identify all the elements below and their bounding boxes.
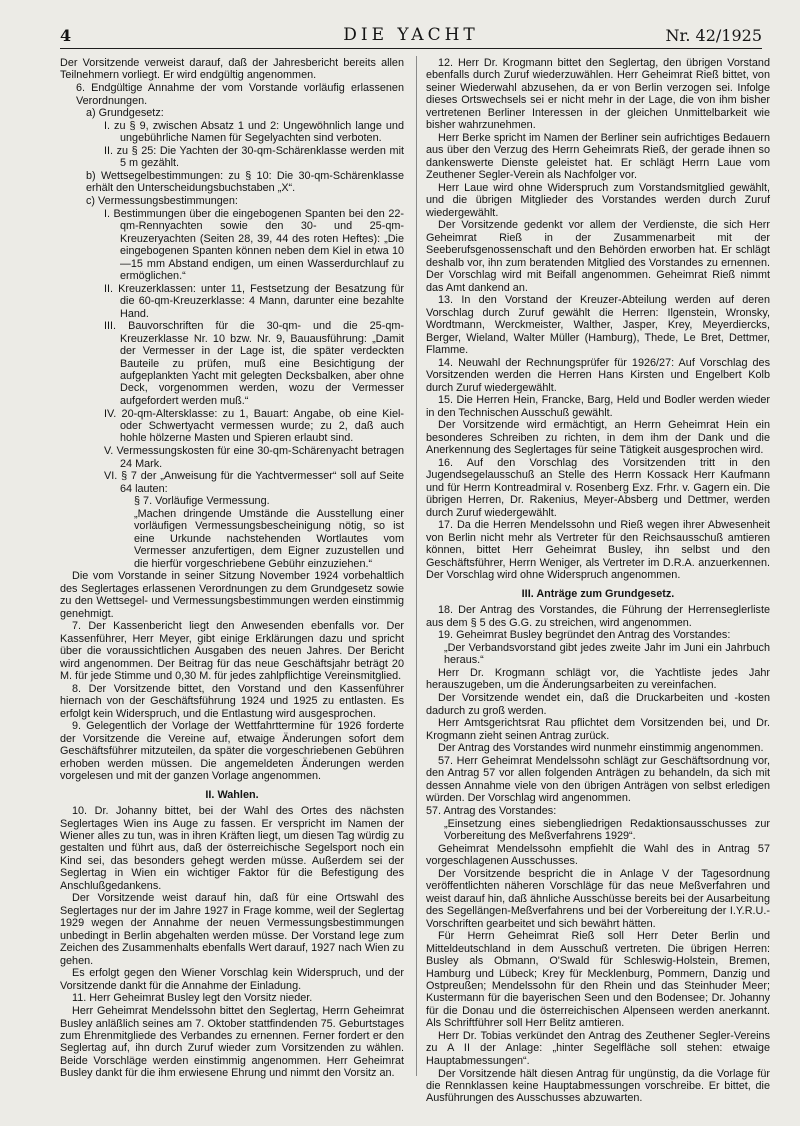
paragraph: Der Vorsitzende gedenkt vor allem der Verdienste, die sich Herr Geheimrat Rieß in der Zusammenarbeit mit der Seeberufsgenossenschaft und den Behörden erworben hat. Er schlägt deshalb vor, ihn zum beratenden Mitglied des Vorstandes zu ernennen. Der Vorschlag wird mit Beifall angenommen. Geheimrat Rieß nimmt das Amt dankend an.: [426, 219, 770, 294]
paragraph: 8. Der Vorsitzende bittet, den Vorstand und den Kassenführer hiernach von der Geschäftsführung 1924 und 1925 zu entlasten. Es erfolgt kein Widerspruch, und die Entlastung wird ausgesprochen.: [60, 682, 404, 720]
page-number: 4: [60, 26, 72, 45]
header-rule: [60, 48, 762, 49]
paragraph: Der Vorsitzende weist darauf hin, daß für eine Ortswahl des Seglertages nur der im Jahre 1927 in Frage komme, weil der Seglertag 1929 wegen der Annahme der neuen Vermessungsbestimmungen unbedingt in Berlin abgehalten werden müsse. Der Vorstand lege zum Zeichen des Zusammenhalts ebenfalls Wert darauf, 1927 nach Wien zu gehen.: [60, 892, 404, 967]
paragraph: 11. Herr Geheimrat Busley legt den Vorsitz nieder.: [72, 992, 313, 1005]
paragraph: 6. Endgültige Annahme der vom Vorstande vorläufig erlassenen Verordnungen.: [76, 82, 404, 107]
paragraph: Geheimrat Mendelssohn empfiehlt die Wahl des in Antrag 57 vorgeschlagenen Ausschusses.: [426, 842, 770, 868]
issue-number: Nr. 42/1925: [665, 26, 762, 45]
paragraph: Herr Amtsgerichtsrat Rau pflichtet dem Vorsitzenden bei, und Dr. Krogmann zieht seinen Antrag zurück.: [426, 717, 770, 742]
paragraph: VI. § 7 der „Anweisung für die Yachtvermesser“ soll auf Seite 64 lauten:: [104, 470, 404, 495]
paragraph: Herr Dr. Krogmann schlägt vor, die Yachtliste jedes Jahr herauszugeben, um die Änderungsarbeiten zu vereinfachen.: [426, 667, 770, 692]
paragraph: 10. Dr. Johanny bittet, bei der Wahl des Ortes des nächsten Seglertages Wien ins Auge zu fassen. Er verspricht im Namen der Wiener alles zu tun, was in ihren Kräften liegt, um diesen Tag würdig zu gestalten und führt aus, daß der österreichische Segelsport noch ein Kind sei, das besonders gehegt werden müsse. Außerdem sei der Seglertag in Wien ein wichtiger Faktor für die Befestigung des Anschlußgedankens.: [60, 805, 404, 892]
paragraph: Der Vorsitzende wird ermächtigt, an Herrn Geheimrat Hein ein besonderes Schreiben zu richten, in dem ihm der Dank und die Anerkennung des Seglertages für seine Tätigkeit ausgesprochen wird.: [426, 419, 770, 457]
paragraph: c) Vermessungsbestimmungen:: [86, 195, 238, 208]
paragraph: Der Vorsitzende bespricht die in Anlage V der Tagesordnung veröffentlichten näheren Vorschläge für das neue Meßverfahren und weist darauf hin, daß ähnliche Ausschüsse bereits bei der Ausarbeitung des Segellängen-Meßverfahrens und bei der Vorbereitung der I.Y.R.U.-Vorschriften gearbeitet und sich bewährt hätten.: [426, 867, 770, 930]
paragraph: Herr Geheimrat Mendelssohn bittet den Seglertag, Herrn Geheimrat Busley anläßlich seines am 7. Oktober stattfindenden 75. Geburtstages zum Ehrenmitgliede des Verbandes zu ernennen. Ferner fordert er den Seglertag auf, ihn durch Zuruf wieder zum Vorsitzenden zu wählen. Beide Vorschläge werden einstimmig angenommen. Herr Geheimrat Busley dankt für die ihm erwiesene Ehrung und nimmt den Vorsitz an.: [60, 1005, 404, 1080]
column-divider: [416, 56, 417, 1076]
paragraph: IV. 20-qm-Altersklasse: zu 1, Bauart: Angabe, ob eine Kiel- oder Schwertyacht vermessen wurde; zu 2, daß auch hohle hölzerne Masten und Spieren erlaubt sind.: [104, 407, 404, 445]
paragraph: Herr Dr. Tobias verkündet den Antrag des Zeuthener Segler-Vereins zu A II der Anlage: „hinter Segelfläche soll stehen: etwaige Hauptabmessungen“.: [426, 1030, 770, 1067]
paragraph: 57. Herr Geheimrat Mendelssohn schlägt zur Geschäftsordnung vor, den Antrag 57 vor allen folgenden Anträgen zu behandeln, da sich mit dessen Annahme viele von den übrigen Anträgen von selbst erledigen würden. Der Vorschlag wird angenommen.: [426, 754, 770, 805]
paragraph: 18. Der Antrag des Vorstandes, die Führung der Herrenseglerliste aus dem § 5 des G.G. zu streichen, wird angenommen.: [426, 604, 770, 629]
paragraph: Herr Laue wird ohne Widerspruch zum Vorstandsmitglied gewählt, und die übrigen Mitglieder des Vorstandes werden durch Zuruf wiedergewählt.: [426, 181, 770, 219]
page-header: [60, 24, 762, 46]
paragraph: § 7. Vorläufige Vermessung.: [134, 495, 270, 508]
paragraph: I. zu § 9, zwischen Absatz 1 und 2: Ungewöhnlich lange und ungebührliche Namen für Segelyachten sind verboten.: [104, 119, 404, 145]
left-column: [60, 57, 404, 1087]
paragraph: Der Antrag des Vorstandes wird nunmehr einstimmig angenommen.: [438, 742, 764, 755]
paragraph: V. Vermessungskosten für eine 30-qm-Schärenyacht betragen 24 Mark.: [104, 445, 404, 470]
paragraph: 19. Geheimrat Busley begründet den Antrag des Vorstandes:: [438, 629, 731, 642]
paragraph: Die vom Vorstande in seiner Sitzung November 1924 vorbehaltlich des Seglertages erlassenen Verordnungen zu dem Grundgesetz sowie zu den Wettsegel- und Vermessungsbestimmungen werden einstimmig genehmigt.: [60, 570, 404, 620]
paragraph: II. Kreuzerklassen: unter 11, Festsetzung der Besatzung für die 60-qm-Kreuzerklasse: 4 Mann, darunter eine bezahlte Hand.: [104, 282, 404, 320]
paragraph: Der Vorsitzende hält diesen Antrag für ungünstig, da die Vorlage für die Rennklassen keine Hauptabmessungen vorschreibe. Er bittet, die Ausführungen des Ausschusses abzuwarten.: [426, 1067, 770, 1105]
paragraph: Der Vorsitzende verweist darauf, daß der Jahresbericht bereits allen Teilnehmern vorliegt. Er wird endgültig angenommen.: [60, 57, 404, 82]
paragraph: 15. Die Herren Hein, Francke, Barg, Held und Bodler werden wieder in den Technischen Ausschuß gewählt.: [426, 394, 770, 419]
paragraph: 13. In den Vorstand der Kreuzer-Abteilung werden auf deren Vorschlag durch Zuruf gewählt die Herren: Ilgenstein, Wronsky, Wordtmann, Werckmeister, Walther, Jasper, Krey, Meyerdiercks, Berger, Wieland, Walter Müller (Hamburg), Thede, Le Bret, Dettmer, Flamme.: [426, 294, 770, 357]
right-column: [426, 57, 770, 1105]
paragraph: Herr Berke spricht im Namen der Berliner sein aufrichtiges Bedauern aus über den Verzug des Herrn Geheimrats Rieß, der gerade ihnen so dankenswerte Dienste geleistet hat. Er schlägt Herrn Laue vom Zeuthener Segler-Verein als Nachfolger vor.: [426, 131, 770, 182]
paragraph: I. Bestimmungen über die eingebogenen Spanten bei den 22-qm-Rennyachten sowie den 30- und 25-qm-Kreuzeryachten (Seiten 28, 39, 44 des roten Heftes): „Die eingebogenen Spanten können neben dem Kiel in etwa 10—15 mm Abstand endigen, um einen Wasserdurchlauf zu ermöglichen.“: [104, 207, 404, 283]
paragraph: a) Grundgesetz:: [86, 107, 164, 120]
paragraph: II. zu § 25: Die Yachten der 30-qm-Schärenklasse werden mit 5 m gezählt.: [104, 144, 404, 170]
paragraph: 57. Antrag des Vorstandes:: [426, 804, 557, 817]
paragraph: Für Herrn Geheimrat Rieß soll Herr Deter Berlin und Mitteldeutschland in dem Ausschuß vertreten. Die übrigen Herren: Busley als Obmann, O'Swald für Schleswig-Holstein, Bremen, Hamburg und Lübeck; Krey für Mecklenburg, Pommern, Danzig und Ostpreußen; Mendelssohn für den Rhein und das Steinhuder Meer; Kustermann für die bayerischen Seen und den Bodensee; Dr. Johanny für die Donau und die österreichischen Alpenseen werden anerkannt. Als Schriftführer soll Herr Belitz amtieren.: [426, 930, 770, 1030]
magazine-title: DIE YACHT: [343, 25, 479, 45]
paragraph: III. Bauvorschriften für die 30-qm- und die 25-qm-Kreuzerklasse Nr. 10 bzw. Nr. 9, Bauausführung: „Damit der Vermesser in der Lage ist, die später verdeckten Bauteile zu prüfen, muß eine Besichtigung der aufgeplankten Yacht mit gelegten Decksbalken, aber ohne Deck, vorgenommen werden, wozu der Vermesser aufgefordert werden muß.“: [104, 320, 404, 407]
paragraph: Der Vorsitzende wendet ein, daß die Druckarbeiten und -kosten dadurch zu groß werden.: [426, 692, 770, 717]
paragraph: b) Wettsegelbestimmungen: zu § 10: Die 30-qm-Schärenklasse erhält den Unterscheidungsbuchstaben „X“.: [86, 170, 404, 195]
paragraph: „Machen dringende Umstände die Ausstellung einer vorläufigen Vermessungsbescheinigung nötig, so ist eine Urkunde nachstehenden Wortlautes vom Vermesser anzufertigen, dem Eigner zuzustellen und die hierfür vorgeschriebene Gebühr einzuziehen.“: [134, 507, 404, 570]
paragraph: „Der Verbandsvorstand gibt jedes zweite Jahr im Juni ein Jahrbuch heraus.“: [444, 641, 770, 667]
paragraph: 12. Herr Dr. Krogmann bittet den Seglertag, den übrigen Vorstand ebenfalls durch Zuruf wiederzuwählen. Herr Geheimrat Rieß bittet, von seiner Wiederwahl abzusehen, da er von Berlin verzogen sei. Infolge dieses Ortswechsels sei er nicht mehr in der Lage, die von ihm bisher vertretenen Berliner Interessen in der gleichen Unmittelbarkeit wie bisher wahrzunehmen.: [426, 57, 770, 132]
section-heading: II. Wahlen.: [205, 788, 259, 801]
paragraph: 14. Neuwahl der Rechnungsprüfer für 1926/27: Auf Vorschlag des Vorsitzenden werden die Herren Hans Kirsten und Engelbert Kolb durch Zuruf wiedergewählt.: [426, 356, 770, 394]
paragraph: 16. Auf den Vorschlag des Vorsitzenden tritt in den Jugendsegelausschuß an Stelle des Herrn Kossack Herr Kaufmann und für Herrn Kontreadmiral v. Rosenberg Exz. Frhr. v. Gagern ein. Die übrigen Herren, Dr. Rakenius, Meyer-Absberg und Dettmer, werden durch Zuruf wiedergewählt.: [426, 457, 770, 519]
paragraph: 9. Gelegentlich der Vorlage der Wettfahrttermine für 1926 forderte der Vorsitzende die Vereine auf, etwaige Änderungen sofort dem Geschäftsführer mitzuteilen, da später die vorgeschriebenen Gebühren erhoben werden müssen. Die angemeldeten Änderungen werden vorgelesen und mit der ganzen Vorlage angenommen.: [60, 720, 404, 783]
paragraph: 7. Der Kassenbericht liegt den Anwesenden ebenfalls vor. Der Kassenführer, Herr Meyer, gibt einige Erklärungen dazu und spricht über die voraussichtlichen Ausgaben des neuen Jahres. Der Bericht wird angenommen. Der Beitrag für das neue Geschäftsjahr beträgt 20 M. für jede Stimme und 0,30 M. für jedes zahlpflichtige Vereinsmitglied.: [60, 620, 404, 683]
paragraph: 17. Da die Herren Mendelssohn und Rieß wegen ihrer Abwesenheit von Berlin nicht mehr als Vertreter für den Reichsausschuß amtieren können, bittet Herr Geheimrat Busley, ihn selbst und den Geschäftsführer, Herrn Weniger, als Vertreter im D.R.A. anzuerkennen. Der Vorschlag wird ohne Widerspruch angenommen.: [426, 519, 770, 582]
paragraph: Es erfolgt gegen den Wiener Vorschlag kein Widerspruch, und der Vorsitzende dankt für die Annahme der Einladung.: [60, 967, 404, 992]
paragraph: „Einsetzung eines siebengliedrigen Redaktionsausschusses zur Vorbereitung des Meßverfahrens 1929“.: [444, 817, 770, 843]
section-heading: III. Anträge zum Grundgesetz.: [521, 587, 675, 600]
